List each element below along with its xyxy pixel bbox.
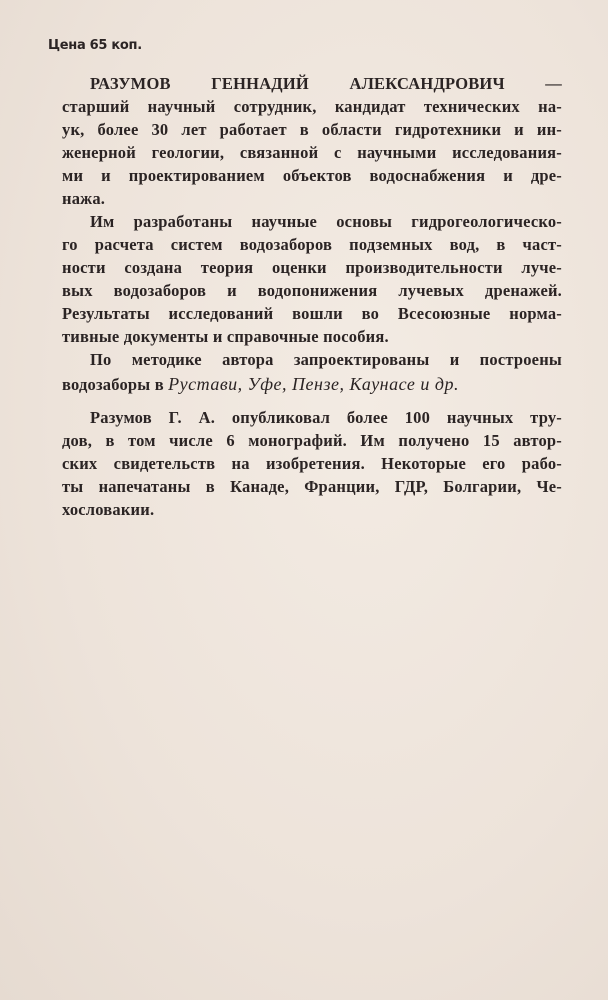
bio-line — [62, 374, 562, 395]
bio-line-handwritten: Рустави, Уфе, Пензе, Каунасе и др. — [168, 374, 459, 394]
bio-line: женерной геологии, связанной с научными исследования- — [62, 143, 562, 162]
bio-line: Им разработаны научные основы гидрогеологическо- — [90, 212, 562, 231]
bio-line: хословакии. — [62, 500, 155, 519]
bio-line-part: водозаборы в — [62, 375, 164, 394]
bio-line: ских свидетельств на изобретения. Некоторые его рабо- — [62, 454, 562, 473]
bio-line: ности создана теория оценки производительности луче- — [62, 258, 562, 277]
bio-line: нажа. — [62, 189, 106, 208]
price-label: Цена 65 коп. — [48, 38, 142, 53]
bio-line: го расчета систем водозаборов подземных вод, в част- — [62, 235, 562, 254]
bio-line: ук, более 30 лет работает в области гидротехники и ин- — [62, 120, 562, 139]
bio-line: ми и проектированием объектов водоснабжения и дре- — [62, 166, 562, 185]
bio-line: тивные документы и справочные пособия. — [62, 327, 389, 346]
bio-line: старший научный сотрудник, кандидат технических на- — [62, 97, 562, 116]
bio-line: Результаты исследований вошли во Всесоюзные норма- — [62, 304, 562, 323]
bio-line: ты напечатаны в Канаде, Франции, ГДР, Болгарии, Че- — [62, 477, 562, 496]
bio-line: По методике автора запроектированы и построены — [90, 350, 562, 369]
bio-line: вых водозаборов и водопонижения лучевых дренажей. — [62, 281, 562, 300]
bio-line: РАЗУМОВ ГЕННАДИЙ АЛЕКСАНДРОВИЧ — — [90, 74, 562, 93]
bio-line: дов, в том числе 6 монографий. Им получено 15 автор- — [62, 431, 562, 450]
bio-line: Разумов Г. А. опубликовал более 100 научных тру- — [90, 408, 562, 427]
